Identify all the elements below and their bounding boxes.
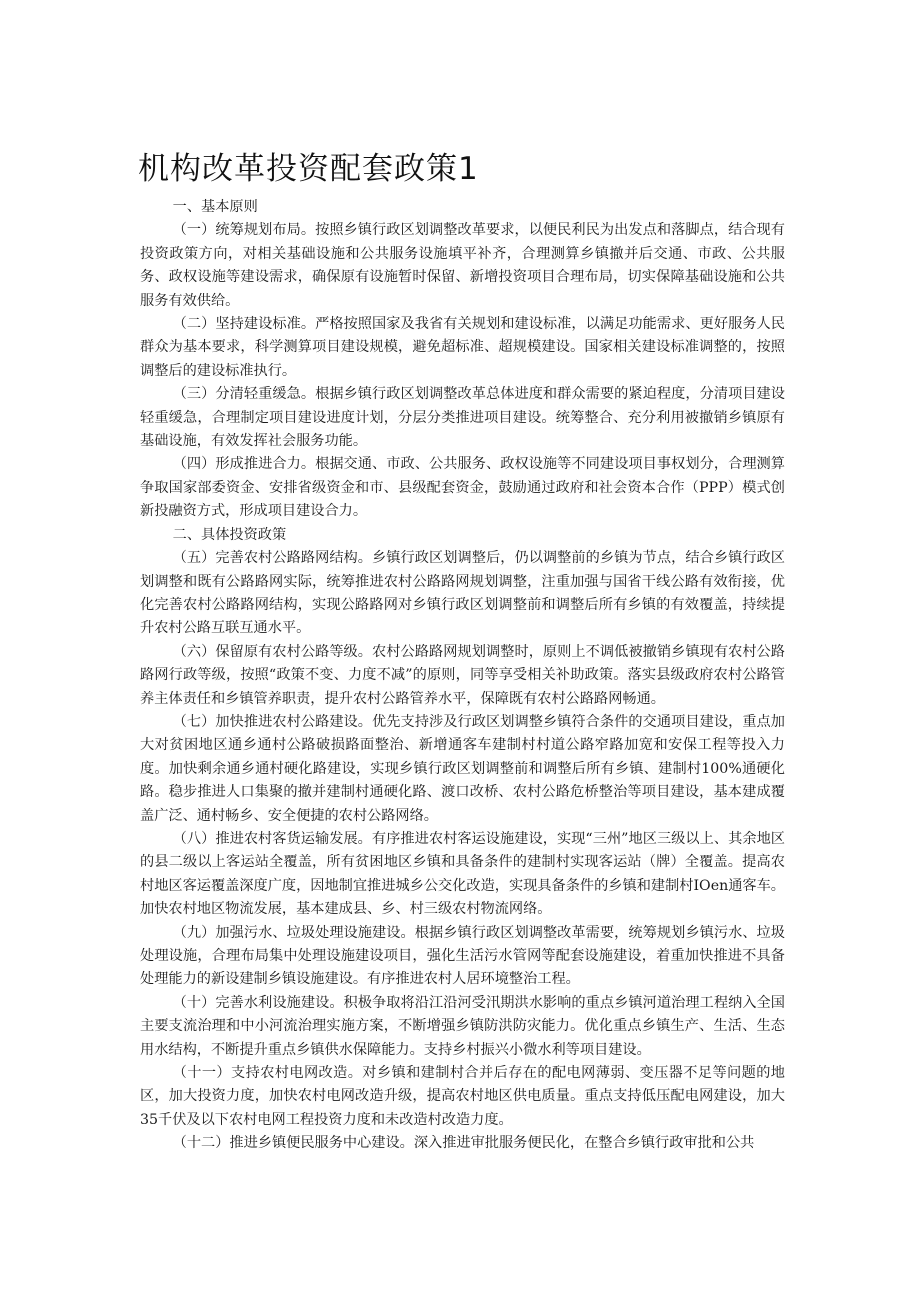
- paragraph: （七）加快推进农村公路建设。优先支持涉及行政区划调整乡镇符合条件的交通项目建设，重点加大对贫困地区通乡通村公路破损路面整治、新增通客车建制村村道公路窄路加宽和安保工程等投入力度。加快剩余通乡通村硬化路建设，实现乡镇行政区划调整前和调整后所有乡镇、建制村100%通硬化路。稳步推进人口集聚的撤并建制村通硬化路、渡口改桥、农村公路危桥整治等项目建设，基本建成覆盖广泛、通村畅乡、安全便捷的农村公路网络。: [140, 713, 785, 824]
- paragraph: （二）坚持建设标准。严格按照国家及我省有关规划和建设标准，以满足功能需求、更好服务人民群众为基本要求，科学测算项目建设规模，避免超标准、超规模建设。国家相关建设标准调整的，按照调整后的建设标准执行。: [140, 316, 785, 379]
- paragraph: （九）加强污水、垃圾处理设施建设。根据乡镇行政区划调整改革需要，统筹规划乡镇污水、垃圾处理设施，合理布局集中处理设施建设项目，强化生活污水管网等配套设施建设，着重加快推进不具备处理能力的新设建制乡镇设施建设。有序推进农村人居环境整治工程。: [140, 924, 785, 988]
- document-body: [140, 196, 785, 1156]
- paragraph: （十二）推进乡镇便民服务中心建设。深入推进审批服务便民化，在整合乡镇行政审批和公共: [172, 1135, 755, 1152]
- section-heading: 一、基本原则: [172, 199, 258, 215]
- paragraph: （三）分清轻重缓急。根据乡镇行政区划调整改革总体进度和群众需要的紧迫程度，分清项目建设轻重缓急，合理制定项目建设进度计划，分层分类推进项目建设。统筹整合、充分利用被撤销乡镇原有基础设施，有效发挥社会服务功能。: [140, 386, 785, 450]
- paragraph: （八）推进农村客货运输发展。有序推进农村客运设施建设，实现“三州”地区三级以上、其余地区的县二级以上客运站全覆盖，所有贫困地区乡镇和具备条件的建制村实现客运站（牌）全覆盖。提高农村地区客运覆盖深度广度，因地制宜推进城乡公交化改造，实现具备条件的乡镇和建制村IOen通客车。加快农村地区物流发展，基本建成县、乡、村三级农村物流网络。: [140, 830, 785, 918]
- paragraph: （十）完善水利设施建设。积极争取将沿江沿河受汛期洪水影响的重点乡镇河道治理工程纳入全国主要支流治理和中小河流治理实施方案，不断增强乡镇防洪防灾能力。优化重点乡镇生产、生活、生态用水结构，不断提升重点乡镇供水保障能力。支持乡村振兴小微水利等项目建设。: [140, 994, 785, 1058]
- document-title: 机构改革投资配套政策1: [138, 151, 479, 187]
- paragraph: （十一）支持农村电网改造。对乡镇和建制村合并后存在的配电网薄弱、变压器不足等问题的地区，加大投资力度，加快农村电网改造升级，提高农村地区供电质量。重点支持低压配电网建设，加大35千伏及以下农村电网工程投资力度和未改造村改造力度。: [140, 1065, 785, 1128]
- section-heading: 二、具体投资政策: [172, 526, 287, 543]
- paragraph: （五）完善农村公路路网结构。乡镇行政区划调整后，仍以调整前的乡镇为节点，结合乡镇行政区划调整和既有公路路网实际，统筹推进农村公路路网规划调整，注重加强与国省干线公路有效衔接，优化完善农村公路路网结构，实现公路路网对乡镇行政区划调整前和调整后所有乡镇的有效覆盖，持续提升农村公路互联互通水平。: [140, 550, 785, 637]
- paragraph: （一）统筹规划布局。按照乡镇行政区划调整改革要求，以便民利民为出发点和落脚点，结合现有投资政策方向，对相关基础设施和公共服务设施填平补齐，合理测算乡镇撤并后交通、市政、公共服务、政权设施等建设需求，确保原有设施暂时保留、新增投资项目合理布局，切实保障基础设施和公共服务有效供给。: [140, 222, 785, 309]
- paragraph: （六）保留原有农村公路等级。农村公路路网规划调整时，原则上不调低被撤销乡镇现有农村公路路网行政等级，按照“政策不变、力度不减”的原则，同等享受相关补助政策。落实县级政府农村公路管养主体责任和乡镇管养职责，提升农村公路管养水平，保障既有农村公路路网畅通。: [140, 643, 785, 707]
- paragraph: （四）形成推进合力。根据交通、市政、公共服务、政权设施等不同建设项目事权划分，合理测算争取国家部委资金、安排省级资金和市、县级配套资金，鼓励通过政府和社会资本合作（PPP）模式创新投融资方式，形成项目建设合力。: [140, 456, 785, 520]
